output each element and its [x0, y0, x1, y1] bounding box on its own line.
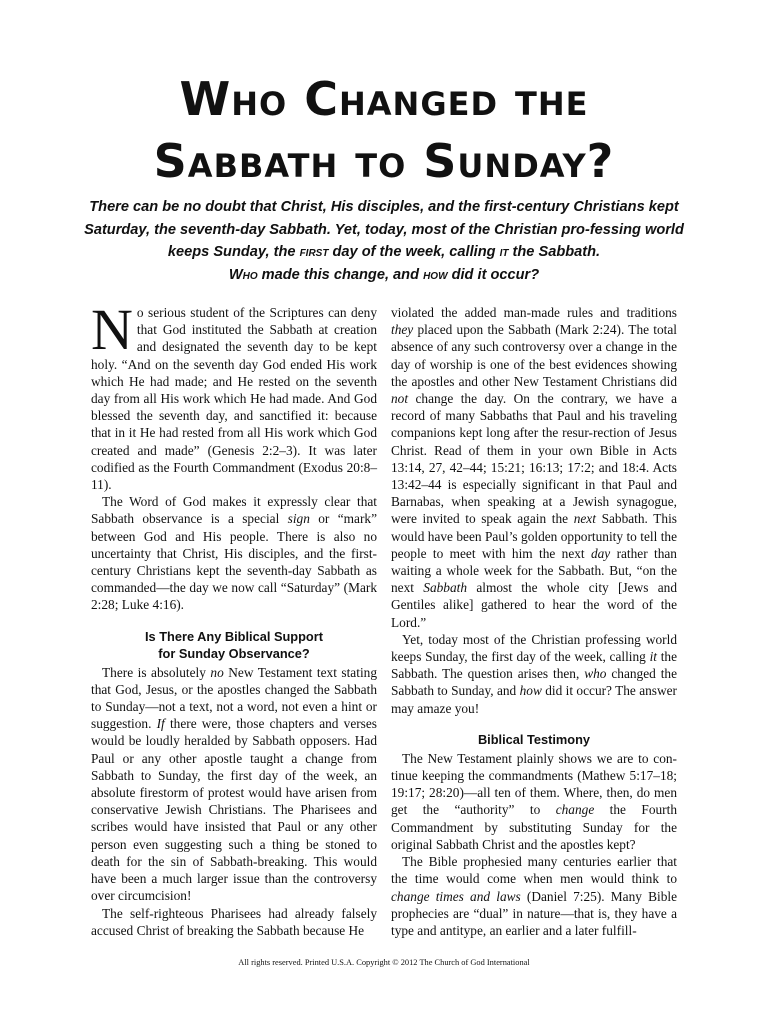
page-title: [40, 68, 728, 192]
paragraph-text: or “mark” between God and His people. There is also no uncertainty that Christ, His disciples, and the first-century Christians kept the seventh-day Sabbath as commanded—the day we now call “Saturday” (Mark 2:28; Luke 4:16).: [91, 511, 377, 613]
lead-text: day of the week, calling: [328, 244, 500, 260]
paragraph-text: There is absolutely: [102, 664, 211, 680]
paragraph-text: The self-righteous Pharisees had already falsely accused Christ of breaking the Sabbath because He: [91, 905, 377, 938]
paragraph-text: The Bible prophesied many centuries earlier that the time would come when men would think to: [391, 854, 677, 887]
emphasis: not: [391, 391, 409, 407]
right-column: [391, 304, 677, 939]
emphasis: it: [649, 649, 657, 665]
body-paragraph: [91, 905, 377, 939]
paragraph-text: The Word of God makes it expressly clear that Sabbath observance is a special: [91, 494, 377, 527]
emphasis: change: [555, 802, 595, 818]
emphasis: they: [391, 322, 414, 338]
paragraph-text: The New Testament plainly shows we are to con-tinue keeping the commandments (Mathew 5:17–18; 19:17; 28:20)—all ten of them. Where, then, do men get the “authority” to: [391, 750, 677, 818]
emphasis: how: [519, 683, 542, 699]
section-heading: [91, 628, 377, 662]
copyright-footer: All rights reserved. Printed U.S.A. Copyright © 2012 The Church of God International: [238, 958, 530, 967]
paragraph-text: New Testament text stating that God, Jesus, or the apostles changed the Sabbath to Sunday—not a text, not a word, not even a hint or suggestion.: [91, 664, 377, 732]
paragraph-text: did it occur? The answer may amaze you!: [391, 683, 678, 716]
paragraph-text: the Sabbath. The question arises then,: [391, 649, 677, 682]
body-paragraph: [391, 853, 677, 939]
body-paragraph: [91, 297, 377, 493]
paragraph-text: change the day. On the contrary, we have a record of many Sabbaths that Paul and his traveling companions kept long after the resur-rection of Jesus Christ. Read of them in your own Bible in Acts 13:14, 27, 42–44; 15:21; 16:13; 17:2; and 18:4. Acts 13:42–44 is especially significant in that Paul and Barnabas, when speaking at a Jewish synagogue, were invited to speak again the: [391, 391, 677, 527]
paragraph-text: o serious student of the Scriptures can deny that God instituted the Sabbath at creation and designated the seventh day to be kept holy. “And on the seventh day God ended His work which He had made; and He rested on the seventh day from all His work which He had made. And God blessed the seventh day, and sanctified it: because that in it He had rested from all His work which God created and made” (Genesis 2:2–3). It was later codified as the Fourth Commandment (Exodus 20:8–11).: [91, 305, 377, 493]
lead-text: made this change, and: [257, 266, 424, 283]
paragraph-text: changed the Sabbath to Sunday, and: [391, 666, 677, 699]
lead-emphasis-how: how: [423, 266, 448, 283]
paragraph-text: Sabbath. This would have been Paul’s golden opportunity to tell the people to meet with him the next: [391, 511, 677, 561]
emphasis: If: [156, 716, 165, 732]
emphasis: Sabbath: [423, 580, 468, 596]
section-heading: Biblical Testimony: [477, 731, 591, 747]
emphasis: next: [573, 511, 596, 527]
paragraph-text: violated the added man-made rules and traditions: [391, 305, 677, 320]
body-paragraph: [391, 750, 677, 853]
lead-emphasis-first: first: [299, 244, 329, 260]
paragraph-text: placed upon the Sabbath (Mark 2:24). The total absence of any such controversy over a change in the day of worship is one of the best evidences showing the apostles and other New Testament Christians did: [391, 322, 677, 389]
lead-paragraph: [70, 196, 698, 286]
paragraph-text: (Daniel 7:25). Many Bible prophecies are “dual” in nature—that is, they have a type and antitype, an earlier and a later fulfill-: [391, 888, 677, 938]
heading-line: for Sunday Observance?: [158, 645, 310, 661]
lead-emphasis-it: it: [499, 244, 509, 260]
paragraph-text: Yet, today most of the Christian professing world keeps Sunday, the first day of the week, calling: [391, 631, 677, 665]
body-paragraph: [391, 631, 677, 717]
paragraph-text: the Fourth Commandment by substituting Sunday for the original Sabbath Christ and the apostles kept?: [391, 802, 677, 852]
emphasis: sign: [287, 511, 310, 527]
drop-cap: N: [91, 297, 133, 362]
paragraph-text: rather than waiting a whole week for the Sabbath. But, “on the next: [391, 545, 677, 596]
heading-line: Is There Any Biblical Support: [144, 628, 323, 644]
lead-emphasis-who: Who: [228, 266, 258, 283]
emphasis: no: [210, 664, 224, 680]
emphasis: who: [584, 666, 607, 682]
paragraph-text: almost the whole city [Jews and Gentiles alike] gathered to hear the word of the Lord.”: [391, 580, 677, 630]
body-paragraph: [91, 664, 377, 905]
body-paragraph: [91, 493, 377, 613]
lead-text: the Sabbath.: [508, 244, 601, 260]
lead-text: There can be no doubt that Christ, His disciples, and the first-century Christians kept Saturday, the seventh-day Sabbath. Yet, today, most of the Christian pro-fessing world keeps Sunday, the: [84, 199, 684, 260]
body-paragraph: [391, 304, 677, 631]
title-line-1: Who Changed the: [179, 72, 589, 126]
emphasis: day: [590, 545, 611, 561]
left-column: [91, 297, 377, 939]
lead-text: did it occur?: [447, 266, 540, 283]
paragraph-text: there were, those chapters and verses would be loudly heralded by Sabbath opposers. Had Paul or any other apostle taught a change from Sabbath to Sunday, the first day of the week, an absolute firestorm of protest would have arisen from conservative Jewish Christians. The Pharisees and scribes would have insisted that Paul or any other person even suggesting such a thing be stoned to death for the sin of Sabbath-breaking. This would have been a much larger issue than the controversy over circumcision!: [91, 716, 377, 904]
emphasis: change times and laws: [391, 888, 521, 904]
title-line-2: Sabbath to Sunday?: [153, 134, 615, 188]
